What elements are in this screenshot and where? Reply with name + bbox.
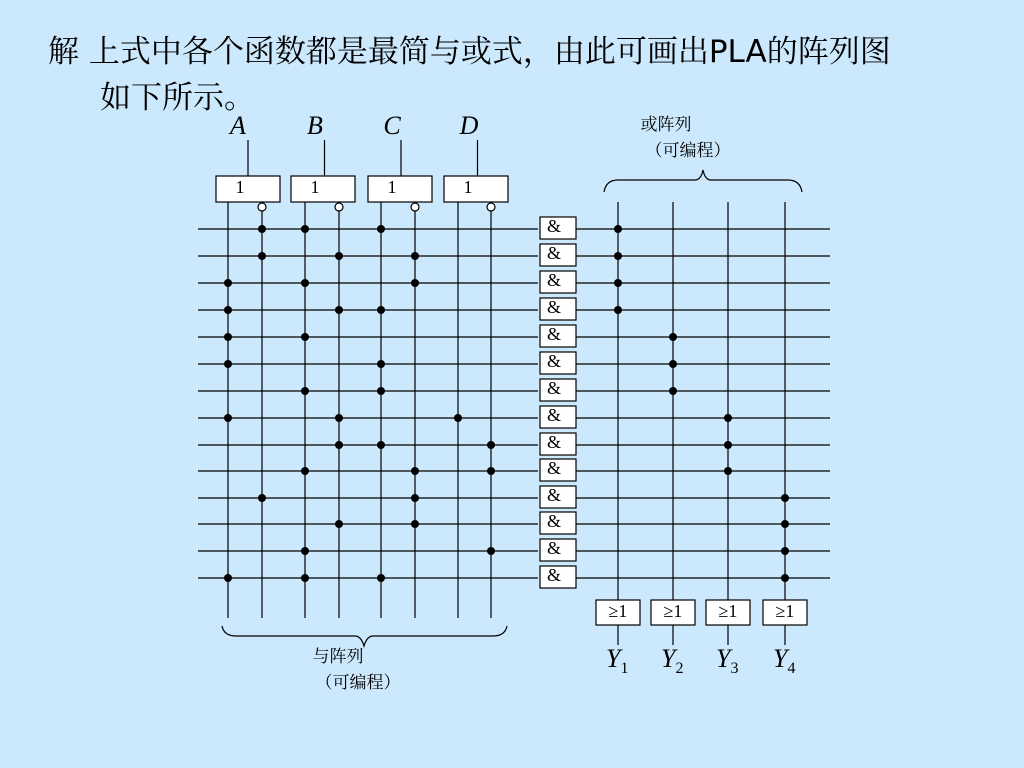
output-label-3: $Y_3$	[716, 644, 739, 677]
and-connection-dot	[377, 360, 385, 368]
or-connection-dot	[781, 547, 789, 555]
and-connection-dot	[411, 252, 419, 260]
output-index: 2	[675, 660, 684, 677]
input-buffer-D	[444, 176, 508, 202]
inverter-bubble	[258, 203, 266, 211]
or-gate-label: ≥1	[718, 601, 738, 621]
or-connection-dot	[614, 225, 622, 233]
and-connection-dot	[301, 387, 309, 395]
and-gate-label: &	[547, 351, 562, 371]
or-gate-label: ≥1	[608, 601, 628, 621]
or-connection-dot	[724, 467, 732, 475]
or-array-title: 或阵列	[640, 115, 692, 135]
and-connection-dot	[301, 279, 309, 287]
input-buffer-A	[216, 176, 280, 202]
and-gate-label: &	[547, 216, 562, 236]
or-array-brace	[604, 170, 802, 192]
input-buffer-C	[368, 176, 432, 202]
and-connection-dot	[454, 414, 462, 422]
output-label-4: $Y_4$	[773, 644, 796, 677]
or-connection-dot	[724, 414, 732, 422]
and-gate-label: &	[547, 405, 562, 425]
or-gate-label: ≥1	[775, 601, 795, 621]
inverter-bubble	[335, 203, 343, 211]
and-connection-dot	[377, 574, 385, 582]
and-connection-dot	[258, 225, 266, 233]
inverter-bubble	[487, 203, 495, 211]
and-connection-dot	[335, 414, 343, 422]
or-connection-dot	[669, 387, 677, 395]
and-connection-dot	[258, 252, 266, 260]
input-label-D: D	[459, 111, 479, 140]
or-connection-dot	[614, 306, 622, 314]
and-connection-dot	[411, 279, 419, 287]
and-gate-label: &	[547, 432, 562, 452]
buffer-label: 1	[310, 177, 320, 197]
and-connection-dot	[224, 333, 232, 341]
and-array-title: 与阵列	[312, 647, 364, 667]
and-connection-dot	[224, 279, 232, 287]
or-array-subtitle: （可编程）	[645, 141, 731, 161]
and-connection-dot	[258, 494, 266, 502]
and-connection-dot	[487, 467, 495, 475]
and-gate-label: &	[547, 378, 562, 398]
and-connection-dot	[487, 547, 495, 555]
and-connection-dot	[377, 441, 385, 449]
buffer-label: 1	[387, 177, 397, 197]
input-label-A: A	[230, 111, 246, 140]
output-index: 4	[787, 660, 796, 677]
output-label-2: $Y_2$	[661, 644, 684, 677]
and-gate-label: &	[547, 297, 562, 317]
and-gate-label: &	[547, 270, 562, 290]
buffer-label: 1	[463, 177, 473, 197]
and-gate-label: &	[547, 565, 562, 585]
and-connection-dot	[301, 225, 309, 233]
and-gate-label: &	[547, 538, 562, 558]
or-connection-dot	[781, 494, 789, 502]
and-connection-dot	[377, 387, 385, 395]
input-buffer-B	[291, 176, 355, 202]
and-gate-label: &	[547, 511, 562, 531]
input-label-B: B	[307, 111, 323, 140]
or-connection-dot	[614, 279, 622, 287]
or-connection-dot	[614, 252, 622, 260]
and-connection-dot	[377, 225, 385, 233]
output-label-1: $Y_1$	[606, 644, 629, 677]
or-connection-dot	[781, 520, 789, 528]
or-connection-dot	[669, 360, 677, 368]
output-index: 1	[620, 660, 629, 677]
and-connection-dot	[301, 467, 309, 475]
and-connection-dot	[335, 520, 343, 528]
and-gate-label: &	[547, 485, 562, 505]
and-connection-dot	[335, 441, 343, 449]
output-index: 3	[730, 660, 739, 677]
or-connection-dot	[781, 574, 789, 582]
or-gate-label: ≥1	[663, 601, 683, 621]
heading-line-2: 如下所示。	[100, 80, 255, 116]
and-connection-dot	[411, 467, 419, 475]
and-gate-label: &	[547, 324, 562, 344]
and-connection-dot	[301, 574, 309, 582]
and-connection-dot	[224, 574, 232, 582]
input-label-C: C	[383, 111, 401, 140]
or-connection-dot	[724, 441, 732, 449]
and-connection-dot	[224, 306, 232, 314]
and-connection-dot	[335, 306, 343, 314]
and-gate-label: &	[547, 458, 562, 478]
inverter-bubble	[411, 203, 419, 211]
and-connection-dot	[335, 252, 343, 260]
and-array-brace	[222, 626, 507, 646]
and-connection-dot	[301, 333, 309, 341]
heading-line-1: 解 上式中各个函数都是最简与或式，由此可画出PLA的阵列图	[48, 34, 891, 70]
and-connection-dot	[377, 306, 385, 314]
and-connection-dot	[411, 520, 419, 528]
and-connection-dot	[411, 494, 419, 502]
or-connection-dot	[669, 333, 677, 341]
and-array-subtitle: （可编程）	[315, 673, 401, 693]
and-gate-label: &	[547, 243, 562, 263]
and-connection-dot	[487, 441, 495, 449]
and-connection-dot	[301, 547, 309, 555]
buffer-label: 1	[235, 177, 245, 197]
and-connection-dot	[224, 414, 232, 422]
and-connection-dot	[224, 360, 232, 368]
